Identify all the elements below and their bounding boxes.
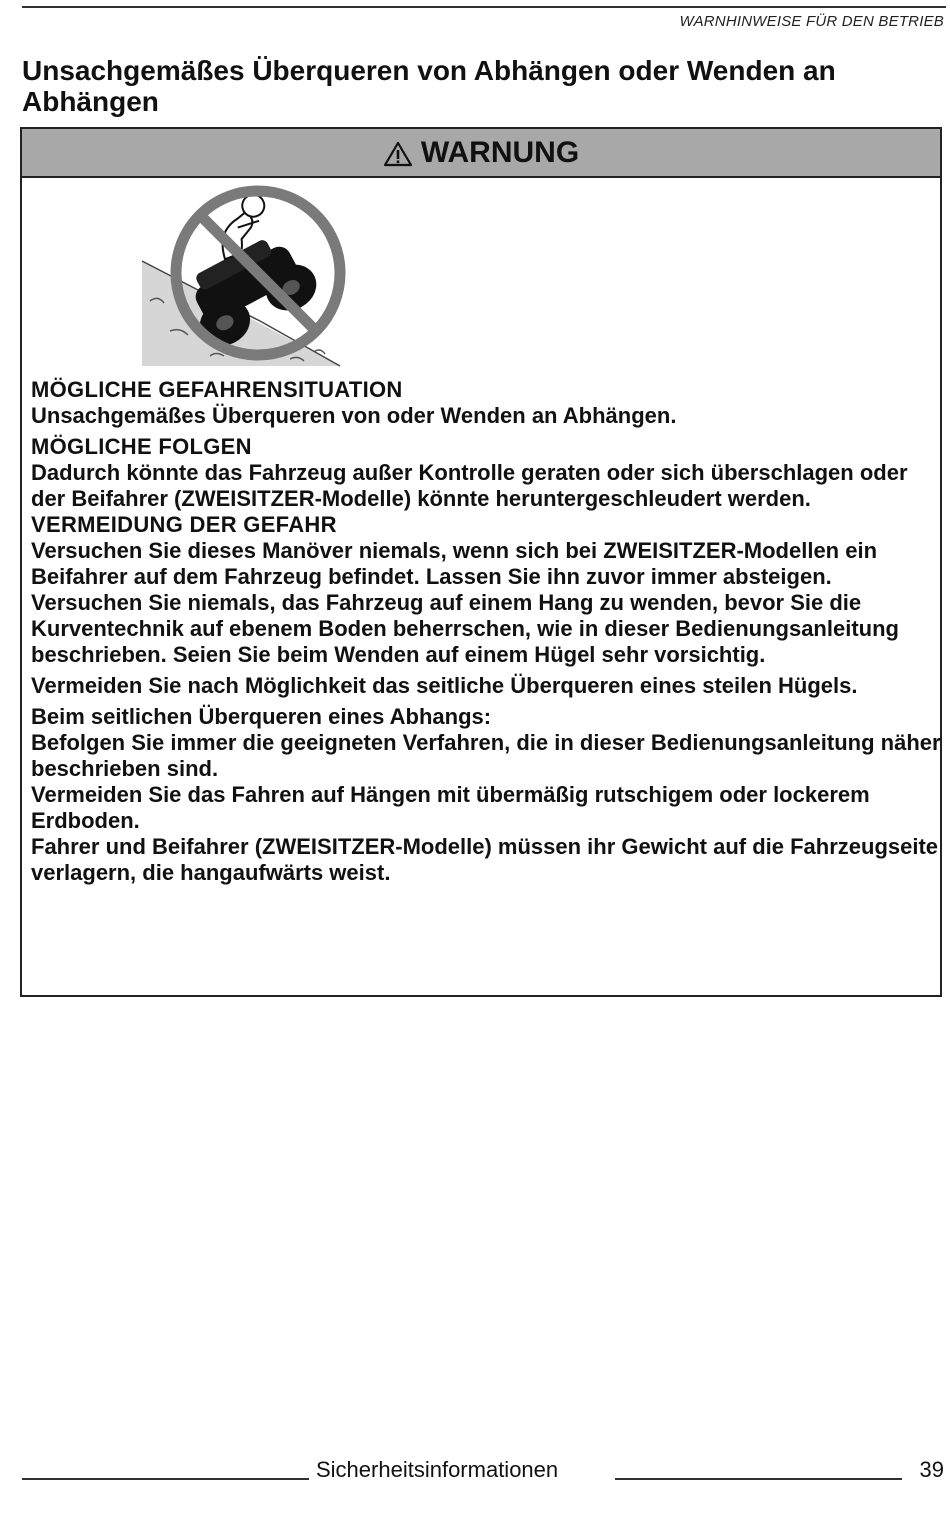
warning-label: WARNUNG [420,135,580,169]
avoidance-item: Versuchen Sie dieses Manöver niemals, wenn sich bei ZWEISITZER-Modellen ein Beifahrer auf dem Fahrzeug befindet. Lassen Sie ihn zuvor immer absteigen. [31,538,878,589]
sidehill-item: Fahrer und Beifahrer (ZWEISITZER-Modelle) müssen ihr Gewicht auf die Fahrzeugseite verlagern, die hangaufwärts weist. [31,834,939,885]
sidehill-heading: Beim seitlichen Überqueren eines Abhangs: [31,704,492,729]
footer-rule-right [615,1478,902,1480]
top-rule [22,6,946,8]
sidehill-item: Vermeiden Sie das Fahren auf Hängen mit übermäßig rutschigem oder lockerem Erdboden. [31,782,870,833]
hazard-heading: MÖGLICHE GEFAHRENSITUATION [31,377,403,402]
no-sidehill-turning-atv-icon [140,181,360,371]
page-title: Unsachgemäßes Überqueren von Abhängen oder Wenden an Abhängen [22,55,836,117]
avoidance-item: Vermeiden Sie nach Möglichkeit das seitliche Überqueren eines steilen Hügels. [31,673,858,698]
footer-section-label: Sicherheitsinformationen [316,1457,559,1482]
warning-triangle-icon [383,141,413,167]
footer-rule-left [22,1478,309,1480]
hazard-text: Unsachgemäßes Überqueren von oder Wenden an Abhängen. [31,403,677,428]
running-header: WARNHINWEISE FÜR DEN BETRIEB [679,13,944,30]
consequences-heading: MÖGLICHE FOLGEN [31,434,252,459]
consequences-text: Dadurch könnte das Fahrzeug außer Kontrolle geraten oder sich überschlagen oder der Beifahrer (ZWEISITZER-Modelle) könnte heruntergeschleudert werden. [31,460,908,511]
avoidance-item: Versuchen Sie niemals, das Fahrzeug auf einem Hang zu wenden, bevor Sie die Kurventechnik auf ebenem Boden beherrschen, wie in dieser Bedienungsanleitung beschrieben. Seien Sie beim Wenden auf einem Hügel sehr vorsichtig. [31,590,899,667]
warning-box [20,127,942,997]
avoidance-heading: VERMEIDUNG DER GEFAHR [31,512,337,537]
warning-body [31,377,941,886]
page-number: 39 [919,1457,944,1482]
warning-header [22,129,940,178]
sidehill-item: Befolgen Sie immer die geeigneten Verfahren, die in dieser Bedienungsanleitung näher beschrieben sind. [31,730,941,781]
